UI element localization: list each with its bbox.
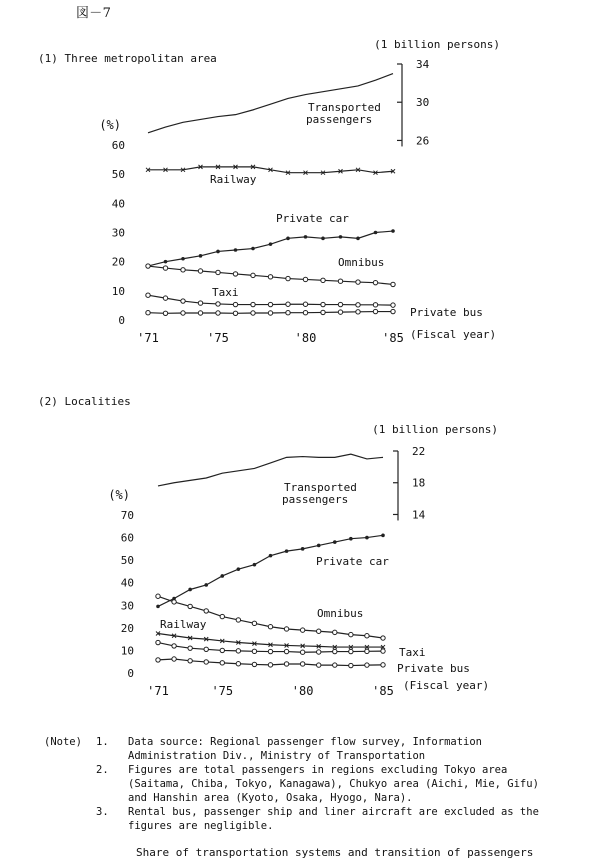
data-point [365, 649, 369, 653]
data-point [300, 662, 304, 666]
data-point [300, 628, 304, 632]
data-point [349, 663, 353, 667]
y-tick-label: 10 [120, 644, 134, 658]
data-point [204, 660, 208, 664]
y-tick-label: 60 [120, 531, 134, 545]
data-point [253, 563, 257, 567]
data-point [317, 650, 321, 654]
data-point [373, 303, 377, 307]
x-tick-label: '71 [147, 684, 169, 698]
data-point [146, 311, 150, 315]
series-label: Private car [276, 212, 349, 225]
notes-label: (Note) [44, 736, 82, 748]
data-point [285, 549, 289, 553]
data-point [204, 647, 208, 651]
data-point [172, 644, 176, 648]
data-point [304, 235, 308, 239]
chart-title: (1) Three metropolitan area [38, 52, 217, 65]
data-point [204, 583, 208, 587]
data-point [236, 618, 240, 622]
data-point [216, 250, 220, 254]
y-axis-label: (%) [108, 488, 130, 502]
data-point [163, 296, 167, 300]
data-point [356, 280, 360, 284]
data-point [269, 554, 273, 558]
note-item-1 [44, 735, 548, 763]
notes-section [44, 735, 548, 833]
secondary-axis-unit: (1 billion persons) [372, 423, 498, 436]
data-point [163, 266, 167, 270]
x-tick-label: '75 [207, 331, 229, 345]
secondary-tick-label: 22 [412, 445, 426, 458]
note-number: 2. [96, 764, 109, 776]
data-point [300, 650, 304, 654]
x-axis-label: (Fiscal year) [403, 679, 490, 692]
data-point [356, 310, 360, 314]
data-point [333, 663, 337, 667]
y-tick-label: 10 [111, 284, 125, 298]
data-point [381, 636, 385, 640]
data-point [269, 242, 273, 246]
x-tick-label: '75 [211, 684, 234, 698]
y-tick-label: 50 [120, 554, 134, 568]
series-label: Railway [160, 618, 207, 631]
y-tick-label: 0 [118, 314, 125, 327]
data-point [156, 594, 160, 598]
secondary-series-label: passengers [306, 113, 373, 126]
series-line-private-car [158, 535, 383, 606]
data-point [286, 276, 290, 280]
note-text: Figures are total passengers in regions excluding Tokyo area (Saitama, Chiba, Tokyo, Kanagawa), Chukyo area (Aichi, Mie, Gifu) and Hanshin area (Kyoto, Osaka, Hyogo, Nara). [128, 764, 539, 804]
figure-label: 図－7 [76, 6, 112, 21]
data-point [349, 649, 353, 653]
x-axis-label: (Fiscal year) [410, 328, 497, 341]
note-item-2 [44, 763, 548, 805]
data-point [268, 649, 272, 653]
y-tick-label: 30 [111, 226, 125, 240]
x-tick-label: '80 [294, 331, 317, 345]
series-label: Private bus [397, 662, 470, 675]
note-text: Data source: Regional passenger flow survey, Information Administration Div., Ministry of Transportation [128, 736, 483, 762]
data-point [164, 260, 168, 264]
secondary-tick-label: 34 [416, 58, 430, 71]
data-point [268, 663, 272, 667]
data-point [181, 299, 185, 303]
data-point [333, 630, 337, 634]
data-point [252, 649, 256, 653]
data-point [198, 311, 202, 315]
x-tick-label: '85 [382, 331, 404, 345]
data-point [356, 303, 360, 307]
data-point [301, 547, 305, 551]
series-label: Omnibus [338, 256, 385, 269]
data-point [220, 614, 224, 618]
data-point [172, 657, 176, 661]
data-point [181, 311, 185, 315]
data-point [188, 646, 192, 650]
y-tick-label: 20 [120, 621, 134, 635]
data-point [237, 567, 241, 571]
data-point [381, 649, 385, 653]
secondary-tick-label: 18 [412, 476, 426, 490]
data-point [268, 275, 272, 279]
series-label: Private car [316, 555, 389, 568]
data-point [317, 663, 321, 667]
secondary-axis-unit: (1 billion persons) [374, 38, 500, 51]
data-point [391, 282, 395, 286]
data-point [198, 301, 202, 305]
y-tick-label: 40 [111, 197, 125, 211]
chart-title: (2) Localities [38, 395, 131, 408]
data-point [321, 310, 325, 314]
secondary-tick-label: 26 [416, 134, 430, 148]
data-point [146, 293, 150, 297]
data-point [365, 663, 369, 667]
secondary-series-label: Transported [284, 481, 357, 494]
y-tick-label: 60 [111, 139, 125, 152]
data-point [251, 302, 255, 306]
data-point [349, 537, 353, 541]
data-point [181, 268, 185, 272]
y-tick-label: 30 [120, 599, 134, 613]
data-point [204, 609, 208, 613]
data-point [156, 658, 160, 662]
data-point [233, 302, 237, 306]
data-point [333, 540, 337, 544]
data-point [338, 279, 342, 283]
data-point [286, 311, 290, 315]
secondary-series-label: passengers [282, 493, 349, 506]
data-point [391, 229, 395, 233]
data-point [198, 269, 202, 273]
secondary-tick-label: 14 [412, 508, 426, 522]
data-point [321, 237, 325, 241]
data-point [233, 311, 237, 315]
data-point [188, 588, 192, 592]
data-point [373, 280, 377, 284]
data-point [333, 649, 337, 653]
y-tick-label: 70 [120, 509, 134, 522]
secondary-tick-label: 30 [416, 96, 430, 110]
series-label: Omnibus [317, 607, 364, 620]
data-point [339, 235, 343, 239]
series-label: Railway [210, 173, 257, 186]
data-point [317, 629, 321, 633]
data-point [216, 311, 220, 315]
y-tick-label: 20 [111, 255, 125, 269]
data-point [236, 662, 240, 666]
data-point [268, 302, 272, 306]
data-point [391, 309, 395, 313]
note-number: 3. [96, 806, 109, 818]
data-point [321, 278, 325, 282]
data-point [156, 605, 160, 609]
figure-caption: Share of transportation systems and transition of passengers [136, 846, 534, 859]
data-point [286, 302, 290, 306]
x-tick-label: '71 [137, 331, 159, 345]
data-point [317, 544, 321, 548]
note-text: Rental bus, passenger ship and liner aircraft are excluded as the figures are negligible. [128, 806, 539, 832]
data-point [199, 254, 203, 258]
data-point [216, 270, 220, 274]
data-point [146, 264, 150, 268]
data-point [251, 247, 255, 251]
data-point [220, 574, 224, 578]
data-point [251, 311, 255, 315]
data-point [234, 248, 238, 252]
data-point [252, 662, 256, 666]
data-point [233, 272, 237, 276]
note-item-3 [44, 805, 548, 833]
data-point [365, 536, 369, 540]
data-point [188, 659, 192, 663]
data-point [284, 649, 288, 653]
data-point [188, 604, 192, 608]
data-point [156, 640, 160, 644]
y-axis-label: (%) [99, 118, 121, 132]
x-tick-label: '80 [291, 684, 314, 698]
data-point [252, 621, 256, 625]
data-point [172, 600, 176, 604]
data-point [303, 302, 307, 306]
data-point [391, 303, 395, 307]
data-point [220, 648, 224, 652]
y-tick-label: 50 [111, 168, 125, 182]
note-number: 1. [96, 736, 109, 748]
data-point [338, 302, 342, 306]
data-point [381, 534, 385, 538]
y-tick-label: 40 [120, 576, 134, 590]
data-point [216, 302, 220, 306]
data-point [268, 311, 272, 315]
data-point [349, 632, 353, 636]
data-point [286, 237, 290, 241]
data-point [284, 662, 288, 666]
data-point [356, 237, 360, 241]
data-point [373, 309, 377, 313]
data-point [163, 311, 167, 315]
data-point [365, 634, 369, 638]
series-label: Taxi [399, 646, 426, 659]
data-point [284, 627, 288, 631]
data-point [220, 661, 224, 665]
data-point [303, 277, 307, 281]
data-point [321, 302, 325, 306]
y-tick-label: 0 [127, 667, 134, 680]
data-point [181, 257, 185, 261]
series-label: Taxi [212, 286, 239, 299]
secondary-series-label: Transported [308, 101, 381, 114]
data-point [268, 625, 272, 629]
series-label: Private bus [410, 306, 483, 319]
data-point [381, 663, 385, 667]
data-point [236, 649, 240, 653]
data-point [338, 310, 342, 314]
x-tick-label: '85 [372, 684, 394, 698]
data-point [374, 231, 378, 235]
data-point [303, 311, 307, 315]
data-point [251, 273, 255, 277]
